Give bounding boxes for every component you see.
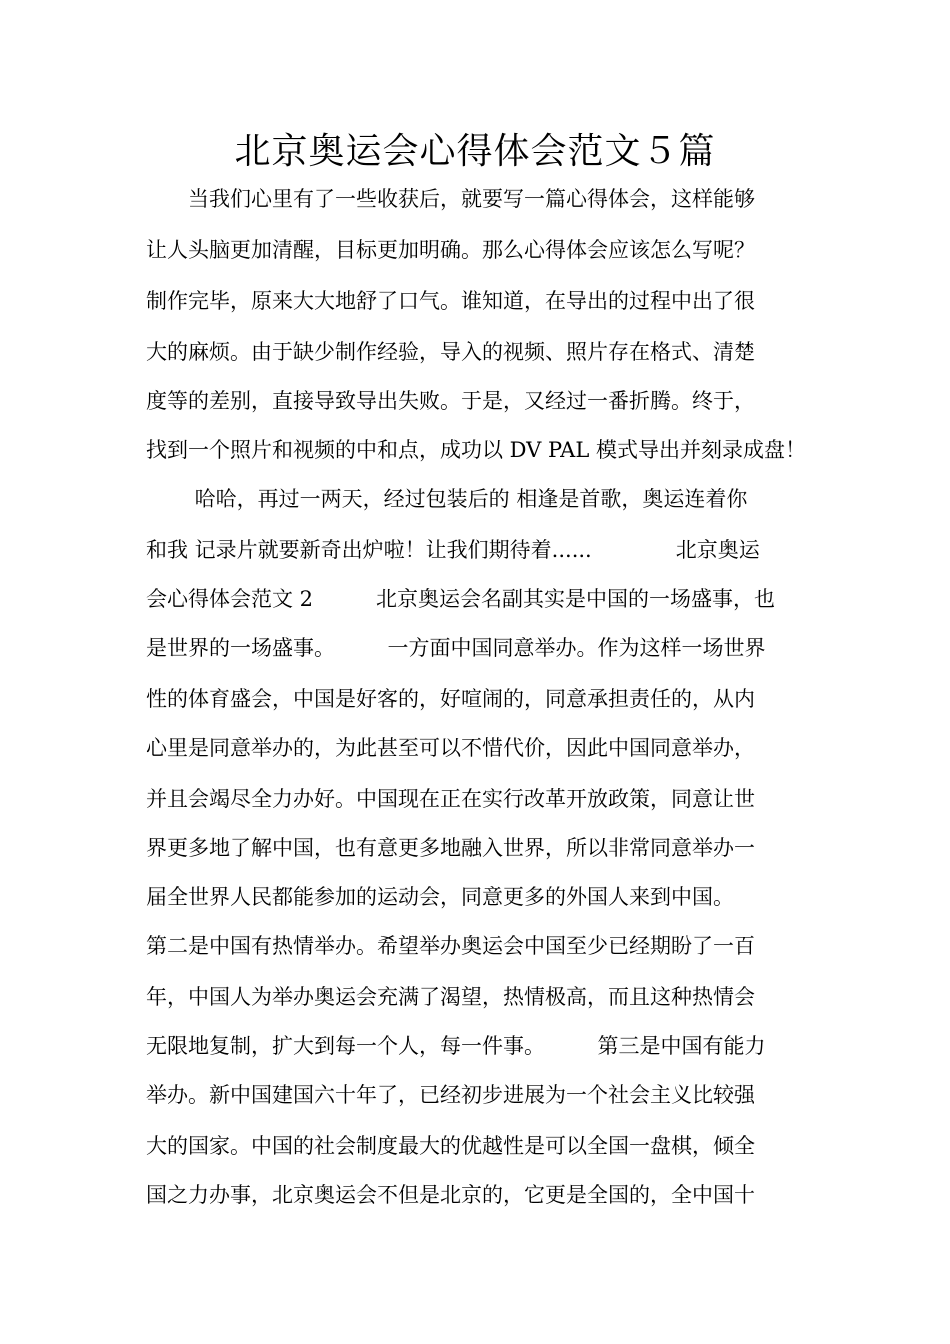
body-line: 制作完毕，原来大大地舒了口气。谁知道，在导出的过程中出了很 — [146, 289, 755, 313]
body-line: 是世界的一场盛事。 一方面中国同意举办。作为这样一场世界 — [146, 636, 766, 660]
body-line: 第二是中国有热情举办。希望举办奥运会中国至少已经期盼了一百 — [146, 934, 755, 958]
body-line: 年，中国人为举办奥运会充满了渴望，热情极高，而且这种热情会 — [146, 985, 755, 1009]
body-line: 国之力办事，北京奥运会不但是北京的，它更是全国的，全中国十 — [146, 1183, 755, 1207]
body-line: 哈哈，再过一两天，经过包装后的 相逢是首歌，奥运连着你 — [146, 487, 748, 511]
body-line: 举办。新中国建国六十年了，已经初步进展为一个社会主义比较强 — [146, 1083, 755, 1107]
body-line: 性的体育盛会，中国是好客的，好喧闹的，同意承担责任的，从内 — [146, 687, 755, 711]
body-line: 界更多地了解中国，也有意更多地融入世界，所以非常同意举办一 — [146, 836, 755, 860]
body-line: 无限地复制，扩大到每一个人，每一件事。 第三是中国有能力 — [146, 1034, 766, 1058]
body-line: 度等的差别，直接导致导出失败。于是，又经过一番折腾。终于， — [146, 389, 755, 413]
body-line: 会心得体会范文 2 北京奥运会名副其实是中国的一场盛事，也 — [146, 587, 776, 611]
body-line: 并且会竭尽全力办好。中国现在正在实行改革开放政策，同意让世 — [146, 787, 755, 811]
body-line: 届全世界人民都能参加的运动会，同意更多的外国人来到中国。 — [146, 885, 734, 909]
body-line: 当我们心里有了一些收获后，就要写一篇心得体会，这样能够 — [146, 187, 755, 211]
body-line: 让人头脑更加清醒，目标更加明确。那么心得体会应该怎么写呢？ — [146, 238, 755, 262]
body-line: 大的麻烦。由于缺少制作经验，导入的视频、照片存在格式、清楚 — [146, 340, 755, 364]
document-title: 北京奥运会心得体会范文５篇 — [234, 131, 716, 172]
body-line: 心里是同意举办的，为此甚至可以不惜代价，因此中国同意举办， — [146, 736, 755, 760]
body-line: 大的国家。中国的社会制度最大的优越性是可以全国一盘棋，倾全 — [146, 1134, 755, 1158]
body-line: 找到一个照片和视频的中和点，成功以 DV PAL 模式导出并刻录成盘！ — [146, 438, 806, 462]
body-line: 和我 记录片就要新奇出炉啦！让我们期待着...... 北京奥运 — [146, 538, 760, 562]
